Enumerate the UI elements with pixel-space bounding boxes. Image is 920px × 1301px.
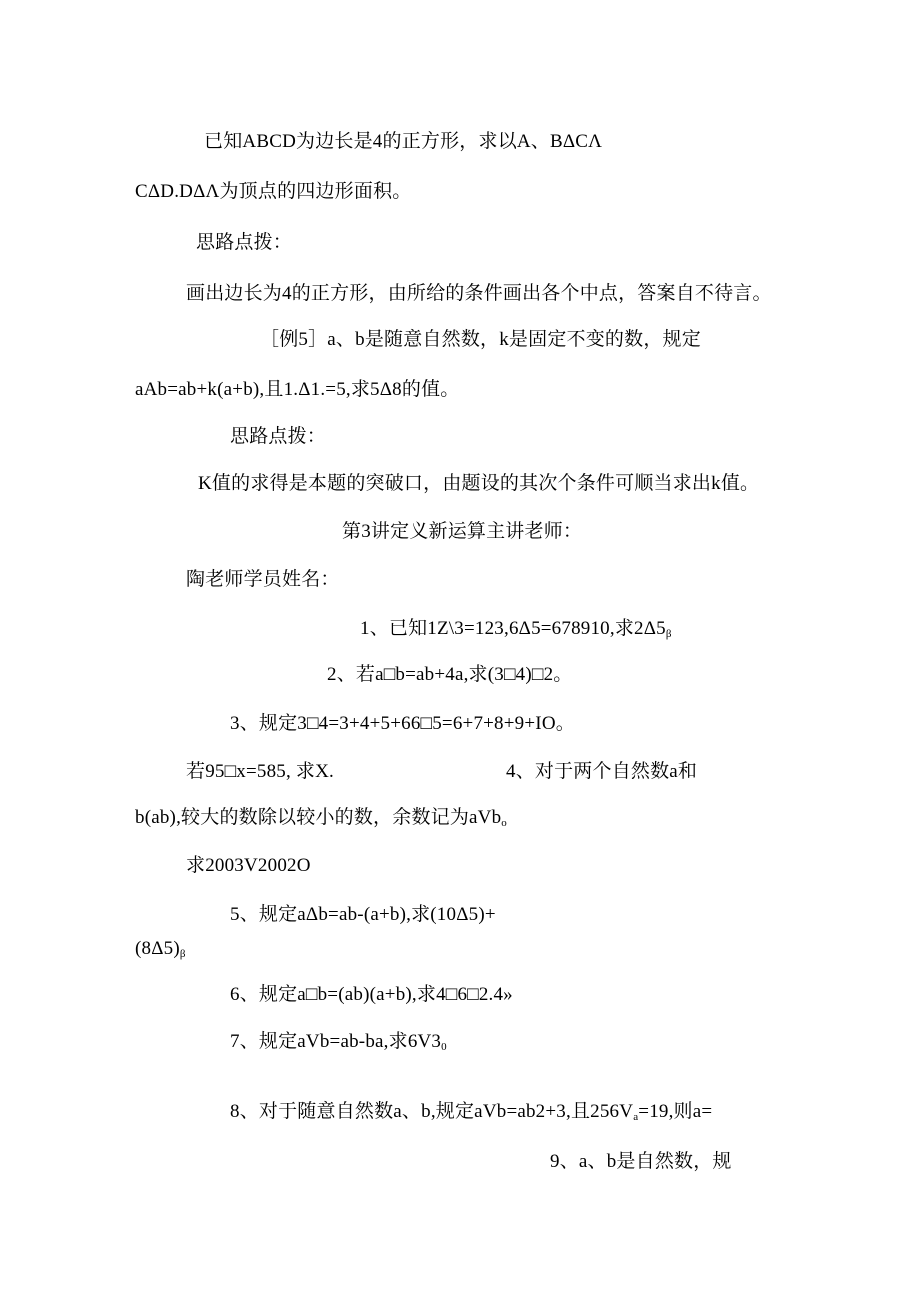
- text-line: [230, 903, 496, 927]
- line-text: 8、对于随意自然数a、b,规定aVb=ab2+3,且256V: [230, 1101, 634, 1122]
- line-text: 陶老师学员姓名：: [186, 569, 340, 590]
- text-line: [135, 937, 186, 966]
- text-line: [186, 282, 772, 306]
- text-line: [198, 472, 759, 496]
- text-line: [230, 425, 326, 449]
- line-text: 已知ABCD为边长是4的正方形，求以A、BΔCΛ: [204, 131, 603, 152]
- line-text: 思路点拨：: [196, 232, 293, 253]
- text-line: [230, 1100, 712, 1129]
- line-text: 第3讲定义新运算主讲老师：: [342, 521, 583, 542]
- subscript: a: [633, 1111, 639, 1123]
- line-text: 7、规定aVb=ab-ba,求6V3: [230, 1031, 442, 1052]
- text-line: [186, 854, 311, 878]
- text-line: [230, 712, 575, 736]
- line-text: 3、规定3□4=3+4+5+66□5=6+7+8+9+IO。: [230, 713, 575, 734]
- line-text: ［例5］a、b是随意自然数，k是固定不变的数，规定: [260, 329, 701, 350]
- text-line: [135, 806, 507, 835]
- subscript: o: [501, 817, 507, 829]
- line-text: aAb=ab+k(a+b),且1.Δ1.=5,求5Δ8的值。: [135, 379, 460, 400]
- line-text: (8Δ5): [135, 938, 180, 959]
- line-text: CΔD.DΔΛ为顶点的四边形面积。: [135, 181, 412, 202]
- text-line: [196, 231, 292, 255]
- text-line: [186, 760, 334, 784]
- line-text: 4、对于两个自然数a和: [506, 761, 698, 782]
- text-line: [342, 520, 582, 544]
- subscript: β: [665, 628, 672, 640]
- line-text: 思路点拨：: [230, 426, 327, 447]
- line-text-after: =19,则a=: [638, 1101, 713, 1122]
- line-text: 5、规定aΔb=ab-(a+b),求(10Δ5)+: [230, 904, 496, 925]
- text-line: [506, 760, 697, 784]
- line-text: K值的求得是本题的突破口，由题设的其次个条件可顺当求出k值。: [198, 473, 760, 494]
- text-line: [186, 568, 340, 592]
- line-text: 求2003V2002O: [186, 855, 311, 876]
- line-text: 2、若a□b=ab+4a,求(3□4)□2。: [327, 664, 573, 685]
- text-line: [360, 617, 672, 646]
- text-line: [260, 328, 701, 352]
- line-text: 6、规定a□b=(ab)(a+b),求4□6□2.4»: [230, 984, 513, 1005]
- text-line: [230, 983, 513, 1007]
- line-text: 画出边长为4的正方形，由所给的条件画出各个中点，答案自不待言。: [186, 283, 772, 304]
- line-text: b(ab),较大的数除以较小的数，余数记为aVb: [135, 807, 502, 828]
- text-line: [135, 180, 411, 204]
- text-line: [135, 378, 459, 402]
- line-text: 9、a、b是自然数，规: [550, 1151, 732, 1172]
- text-line: [204, 130, 602, 154]
- text-line: [327, 663, 572, 687]
- text-line: [230, 1030, 447, 1059]
- subscript: β: [179, 948, 186, 960]
- line-text: 1、已知1Z\3=123,6Δ5=678910,求2Δ5: [360, 618, 666, 639]
- line-text: 若95□x=585, 求X.: [186, 761, 334, 782]
- subscript: 0: [441, 1041, 447, 1053]
- text-line: [550, 1150, 732, 1174]
